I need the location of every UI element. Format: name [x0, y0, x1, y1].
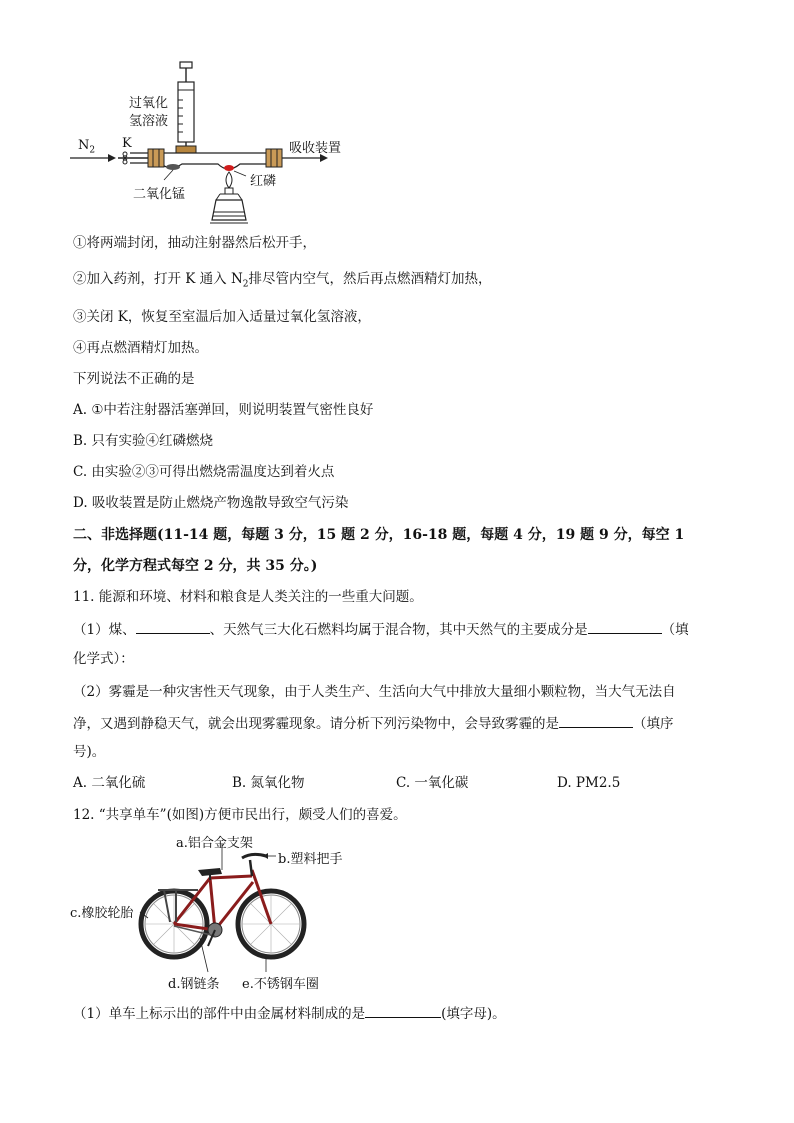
q12-stem: 12. “共享单车”(如图)方便市民出行，颇受人们的喜爱。 [73, 807, 407, 823]
step-2-subscript: 2 [242, 279, 249, 290]
bicycle-figure [70, 830, 360, 995]
q11-blank-3[interactable] [559, 713, 633, 728]
q11-part1-line1 [73, 619, 689, 640]
step-2 [73, 269, 492, 295]
q11-option-c: C. 一氧化碳 [396, 775, 469, 791]
bike-label-a: a.铝合金支架 [176, 836, 253, 851]
label-k: K [122, 136, 132, 151]
q10-option-a: A. ①中若注射器活塞弹回，则说明装置气密性良好 [73, 402, 374, 418]
q11-p2-c: （填序 [633, 716, 674, 732]
q11-stem: 11. 能源和环境、材料和粮食是人类关注的一些重大问题。 [73, 589, 423, 605]
label-absorb: 吸收装置 [289, 141, 342, 156]
q11-p2-b: 净，又遇到静稳天气，就会出现雾霾现象。请分析下列污染物中，会导致雾霾的是 [73, 716, 559, 732]
label-h2o2-line2: 氢溶液 [129, 114, 169, 129]
label-n2 [78, 138, 95, 156]
q10-option-b: B. 只有实验④红磷燃烧 [73, 433, 214, 449]
q11-part1-line2: 化学式）： [73, 651, 134, 667]
bike-label-b: b.塑料把手 [278, 852, 343, 867]
bike-label-c: c.橡胶轮胎 [70, 906, 134, 921]
q10-option-d: D. 吸收装置是防止燃烧产物逸散导致空气污染 [73, 495, 349, 511]
q12-part1 [73, 1003, 506, 1024]
label-h2o2-line1: 过氧化 [129, 96, 169, 111]
step-4: ④再点燃酒精灯加热。 [73, 340, 208, 356]
q11-option-d: D. PM2.5 [557, 775, 621, 791]
section2-heading-line1: 二、非选择题(11-14 题，每题 3 分，15 题 2 分，16-18 题，每题 4 分，19 题 9 分，每空 1 [73, 527, 685, 543]
q11-blank-1[interactable] [136, 619, 210, 634]
q11-option-b: B. 氮氧化物 [232, 775, 305, 791]
step-2-pre: ②加入药剂，打开 K 通入 N [73, 271, 243, 287]
q12-blank-1[interactable] [365, 1003, 441, 1018]
q11-p1-c: （填 [661, 622, 689, 638]
label-red-phosphorus: 红磷 [250, 174, 277, 189]
q11-p1-b: 、天然气三大化石燃料均属于混合物，其中天然气的主要成分是 [209, 622, 588, 638]
q12-p1-b: (填字母)。 [441, 1006, 506, 1022]
q10-stem: 下列说法不正确的是 [73, 371, 195, 387]
apparatus-figure [70, 60, 360, 230]
q11-part2-line2 [73, 713, 674, 734]
q12-p1-a: （1）单车上标示出的部件中由金属材料制成的是 [73, 1006, 366, 1022]
label-n2-subscript: 2 [89, 145, 96, 156]
label-n2-text: N [78, 138, 90, 153]
q10-option-c: C. 由实验②③可得出燃烧需温度达到着火点 [73, 464, 335, 480]
q11-blank-2[interactable] [588, 619, 662, 634]
step-2-post: 排尽管内空气，然后再点燃酒精灯加热， [248, 271, 492, 287]
bike-label-d: d.钢链条 [168, 977, 220, 992]
step-1: ①将两端封闭，抽动注射器然后松开手， [73, 235, 316, 251]
section2-heading-line2: 分，化学方程式每空 2 分，共 35 分。) [73, 558, 318, 574]
q11-part2-line1: （2）雾霾是一种灾害性天气现象，由于人类生产、生活向大气中排放大量细小颗粒物，当大气无法自 [73, 684, 676, 700]
q11-part2-line3: 号)。 [73, 744, 106, 760]
step-3: ③关闭 K，恢复至室温后加入适量过氧化氢溶液， [73, 309, 371, 325]
q11-p1-a: （1）煤、 [73, 622, 136, 638]
label-mno2: 二氧化锰 [133, 187, 186, 202]
bike-label-e: e.不锈钢车圈 [242, 977, 319, 992]
q11-option-a: A. 二氧化硫 [73, 775, 146, 791]
